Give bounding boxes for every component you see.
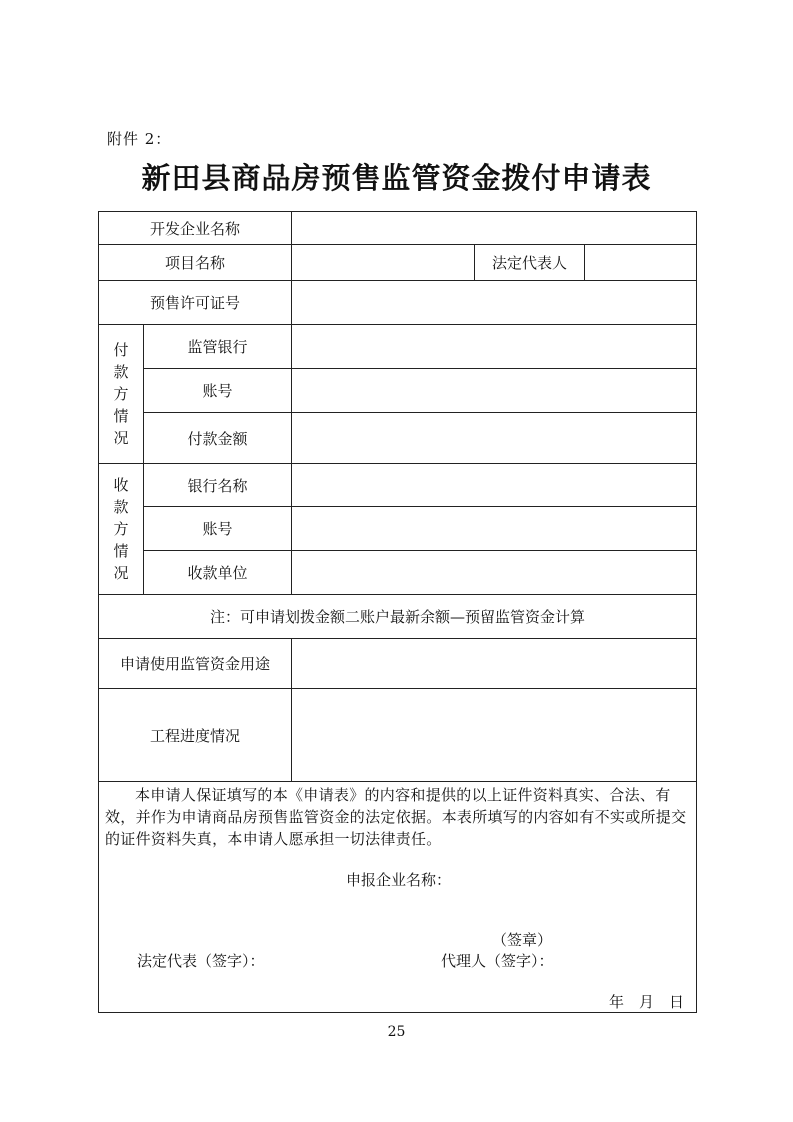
agent-signature-label: 代理人（签字）：	[441, 952, 554, 970]
payee-bank-label: 银行名称	[144, 464, 292, 507]
payee-account-field[interactable]	[292, 507, 697, 551]
progress-field[interactable]	[292, 689, 697, 782]
developer-name-label: 开发企业名称	[99, 212, 292, 245]
application-form-table	[98, 211, 697, 1013]
payer-amount-field[interactable]	[292, 413, 697, 464]
payer-amount-label: 付款金额	[144, 413, 292, 464]
legal-rep-field[interactable]	[585, 245, 697, 281]
payee-bank-field[interactable]	[292, 464, 697, 507]
progress-label: 工程进度情况	[99, 689, 292, 782]
payer-account-field[interactable]	[292, 369, 697, 413]
payee-account-label: 账号	[144, 507, 292, 551]
usage-label: 申请使用监管资金用途	[99, 639, 292, 689]
presale-permit-field[interactable]	[292, 281, 697, 325]
seal-label: （签章）	[492, 931, 553, 949]
project-name-field[interactable]	[292, 245, 475, 281]
payer-group-label: 付 款 方 情 况	[99, 325, 144, 464]
payee-group-label: 收 款 方 情 况	[99, 464, 144, 595]
payee-unit-label: 收款单位	[144, 551, 292, 595]
payee-unit-field[interactable]	[292, 551, 697, 595]
page-number: 25	[387, 1024, 406, 1040]
attachment-label: 附件 2：	[107, 130, 172, 148]
payer-account-label: 账号	[144, 369, 292, 413]
usage-field[interactable]	[292, 639, 697, 689]
declaration-cell	[99, 782, 697, 1013]
payer-bank-label: 监管银行	[144, 325, 292, 369]
calculation-note: 注：可申请划拨金额二账户最新余额—预留监管资金计算	[99, 595, 697, 639]
declaration-text: 本申请人保证填写的本《申请表》的内容和提供的以上证件资料真实、合法、有效，并作为申请商品房预售监管资金的法定依据。本表所填写的内容如有不实或所提交的证件资料失真，本申请人愿承担一切法律责任。	[105, 786, 687, 848]
applicant-company-label: 申报企业名称：	[346, 871, 452, 889]
form-title: 新田县商品房预售监管资金拨付申请表	[141, 161, 652, 195]
presale-permit-label: 预售许可证号	[99, 281, 292, 325]
project-name-label: 项目名称	[99, 245, 292, 281]
payer-bank-field[interactable]	[292, 325, 697, 369]
developer-name-field[interactable]	[292, 212, 697, 245]
legal-rep-signature-label: 法定代表（签字）：	[137, 952, 265, 970]
date-label: 年 月 日	[609, 993, 685, 1011]
legal-rep-label: 法定代表人	[475, 245, 585, 281]
